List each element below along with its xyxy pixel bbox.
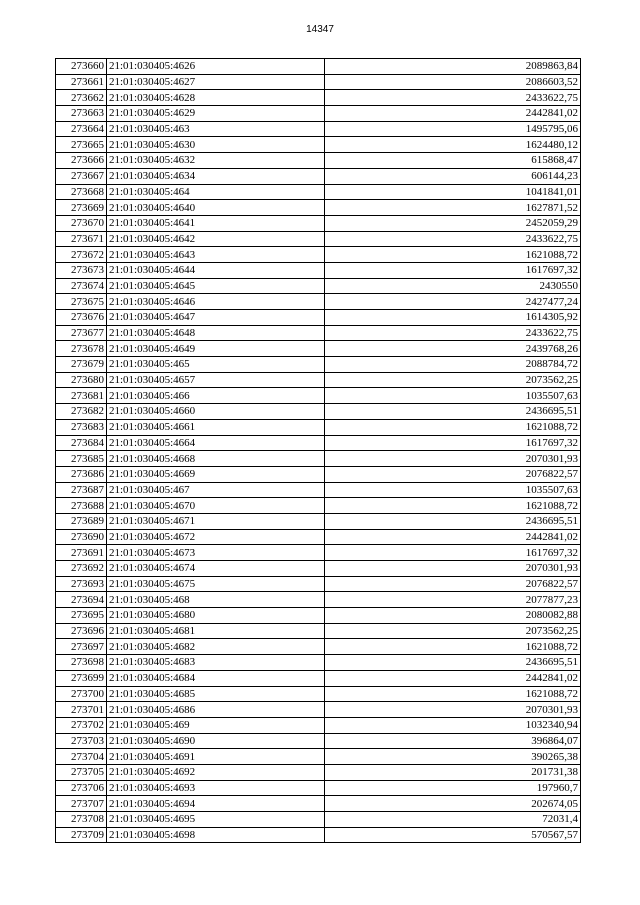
cadastral-value-cell: 606144,23 bbox=[325, 168, 581, 184]
table-row bbox=[56, 545, 581, 561]
row-number-cell: 273685 bbox=[56, 451, 107, 467]
cadastral-number-cell: 21:01:030405:464 bbox=[107, 184, 325, 200]
row-number-cell: 273690 bbox=[56, 529, 107, 545]
row-number-cell: 273684 bbox=[56, 435, 107, 451]
cadastral-number-cell: 21:01:030405:4648 bbox=[107, 325, 325, 341]
row-number-cell: 273694 bbox=[56, 592, 107, 608]
row-number-cell: 273691 bbox=[56, 545, 107, 561]
table-row bbox=[56, 733, 581, 749]
row-number-cell: 273666 bbox=[56, 153, 107, 169]
cadastral-value-cell: 1621088,72 bbox=[325, 247, 581, 263]
row-number-cell: 273702 bbox=[56, 717, 107, 733]
cadastral-value-cell: 2080082,88 bbox=[325, 608, 581, 624]
cadastral-number-cell: 21:01:030405:4669 bbox=[107, 466, 325, 482]
cadastral-value-cell: 2436695,51 bbox=[325, 513, 581, 529]
table-row bbox=[56, 325, 581, 341]
table-row bbox=[56, 310, 581, 326]
table-row bbox=[56, 215, 581, 231]
cadastral-value-cell: 2086603,52 bbox=[325, 74, 581, 90]
cadastral-number-cell: 21:01:030405:4645 bbox=[107, 278, 325, 294]
cadastral-value-cell: 570567,57 bbox=[325, 827, 581, 843]
table-body bbox=[56, 59, 581, 843]
cadastral-value-cell: 2433622,75 bbox=[325, 231, 581, 247]
cadastral-value-cell: 1614305,92 bbox=[325, 310, 581, 326]
row-number-cell: 273697 bbox=[56, 639, 107, 655]
row-number-cell: 273683 bbox=[56, 419, 107, 435]
cadastral-value-cell: 2436695,51 bbox=[325, 655, 581, 671]
table-row bbox=[56, 200, 581, 216]
row-number-cell: 273676 bbox=[56, 310, 107, 326]
cadastral-value-cell: 1035507,63 bbox=[325, 482, 581, 498]
row-number-cell: 273698 bbox=[56, 655, 107, 671]
cadastral-number-cell: 21:01:030405:4692 bbox=[107, 764, 325, 780]
row-number-cell: 273667 bbox=[56, 168, 107, 184]
cadastral-number-cell: 21:01:030405:4649 bbox=[107, 341, 325, 357]
row-number-cell: 273687 bbox=[56, 482, 107, 498]
table-row bbox=[56, 686, 581, 702]
table-row bbox=[56, 262, 581, 278]
table-row bbox=[56, 121, 581, 137]
cadastral-number-cell: 21:01:030405:4681 bbox=[107, 623, 325, 639]
cadastral-number-cell: 21:01:030405:4661 bbox=[107, 419, 325, 435]
row-number-cell: 273703 bbox=[56, 733, 107, 749]
cadastral-value-cell: 2433622,75 bbox=[325, 90, 581, 106]
cadastral-number-cell: 21:01:030405:4641 bbox=[107, 215, 325, 231]
row-number-cell: 273670 bbox=[56, 215, 107, 231]
row-number-cell: 273679 bbox=[56, 357, 107, 373]
row-number-cell: 273701 bbox=[56, 702, 107, 718]
cadastral-value-cell: 1617697,32 bbox=[325, 262, 581, 278]
cadastral-number-cell: 21:01:030405:4642 bbox=[107, 231, 325, 247]
cadastral-number-cell: 21:01:030405:4626 bbox=[107, 59, 325, 75]
table-row bbox=[56, 74, 581, 90]
row-number-cell: 273689 bbox=[56, 513, 107, 529]
cadastral-number-cell: 21:01:030405:4647 bbox=[107, 310, 325, 326]
table-row bbox=[56, 749, 581, 765]
cadastral-value-cell: 1617697,32 bbox=[325, 545, 581, 561]
row-number-cell: 273674 bbox=[56, 278, 107, 294]
table-row bbox=[56, 59, 581, 75]
cadastral-number-cell: 21:01:030405:4675 bbox=[107, 576, 325, 592]
cadastral-value-cell: 396864,07 bbox=[325, 733, 581, 749]
table-row bbox=[56, 576, 581, 592]
cadastral-value-cell: 2452059,29 bbox=[325, 215, 581, 231]
cadastral-value-cell: 2076822,57 bbox=[325, 466, 581, 482]
table-row bbox=[56, 466, 581, 482]
table-row bbox=[56, 341, 581, 357]
cadastral-number-cell: 21:01:030405:4690 bbox=[107, 733, 325, 749]
cadastral-value-cell: 201731,38 bbox=[325, 764, 581, 780]
row-number-cell: 273699 bbox=[56, 670, 107, 686]
cadastral-value-cell: 2436695,51 bbox=[325, 404, 581, 420]
table-row bbox=[56, 780, 581, 796]
cadastral-value-cell: 1041841,01 bbox=[325, 184, 581, 200]
cadastral-value-cell: 1621088,72 bbox=[325, 419, 581, 435]
cadastral-value-cell: 1032340,94 bbox=[325, 717, 581, 733]
cadastral-number-cell: 21:01:030405:4632 bbox=[107, 153, 325, 169]
table-row bbox=[56, 435, 581, 451]
table-row bbox=[56, 482, 581, 498]
cadastral-number-cell: 21:01:030405:4660 bbox=[107, 404, 325, 420]
cadastral-value-cell: 2442841,02 bbox=[325, 529, 581, 545]
table-row bbox=[56, 137, 581, 153]
cadastral-value-cell: 2430550 bbox=[325, 278, 581, 294]
cadastral-number-cell: 21:01:030405:4664 bbox=[107, 435, 325, 451]
cadastral-value-cell: 2089863,84 bbox=[325, 59, 581, 75]
cadastral-value-cell: 2427477,24 bbox=[325, 294, 581, 310]
table-row bbox=[56, 106, 581, 122]
cadastral-value-cell: 2070301,93 bbox=[325, 451, 581, 467]
table-row bbox=[56, 670, 581, 686]
row-number-cell: 273682 bbox=[56, 404, 107, 420]
cadastral-value-cell: 197960,7 bbox=[325, 780, 581, 796]
table-row bbox=[56, 639, 581, 655]
cadastral-number-cell: 21:01:030405:465 bbox=[107, 357, 325, 373]
row-number-cell: 273668 bbox=[56, 184, 107, 200]
row-number-cell: 273672 bbox=[56, 247, 107, 263]
cadastral-number-cell: 21:01:030405:4629 bbox=[107, 106, 325, 122]
cadastral-value-table bbox=[55, 58, 581, 843]
table-row bbox=[56, 796, 581, 812]
cadastral-value-cell: 1624480,12 bbox=[325, 137, 581, 153]
cadastral-value-cell: 2077877,23 bbox=[325, 592, 581, 608]
cadastral-number-cell: 21:01:030405:4685 bbox=[107, 686, 325, 702]
cadastral-number-cell: 21:01:030405:4693 bbox=[107, 780, 325, 796]
row-number-cell: 273662 bbox=[56, 90, 107, 106]
cadastral-number-cell: 21:01:030405:4684 bbox=[107, 670, 325, 686]
table-row bbox=[56, 451, 581, 467]
row-number-cell: 273678 bbox=[56, 341, 107, 357]
row-number-cell: 273681 bbox=[56, 388, 107, 404]
cadastral-value-cell: 2442841,02 bbox=[325, 670, 581, 686]
cadastral-value-cell: 202674,05 bbox=[325, 796, 581, 812]
cadastral-value-cell: 390265,38 bbox=[325, 749, 581, 765]
table-row bbox=[56, 90, 581, 106]
table-row bbox=[56, 561, 581, 577]
cadastral-number-cell: 21:01:030405:466 bbox=[107, 388, 325, 404]
row-number-cell: 273706 bbox=[56, 780, 107, 796]
table-row bbox=[56, 357, 581, 373]
row-number-cell: 273671 bbox=[56, 231, 107, 247]
cadastral-value-cell: 2073562,25 bbox=[325, 623, 581, 639]
row-number-cell: 273708 bbox=[56, 812, 107, 828]
table-row bbox=[56, 372, 581, 388]
row-number-cell: 273704 bbox=[56, 749, 107, 765]
table-row bbox=[56, 247, 581, 263]
cadastral-number-cell: 21:01:030405:4674 bbox=[107, 561, 325, 577]
row-number-cell: 273677 bbox=[56, 325, 107, 341]
cadastral-value-cell: 1035507,63 bbox=[325, 388, 581, 404]
cadastral-number-cell: 21:01:030405:4695 bbox=[107, 812, 325, 828]
cadastral-number-cell: 21:01:030405:4691 bbox=[107, 749, 325, 765]
cadastral-value-cell: 615868,47 bbox=[325, 153, 581, 169]
table-row bbox=[56, 529, 581, 545]
cadastral-number-cell: 21:01:030405:4634 bbox=[107, 168, 325, 184]
row-number-cell: 273664 bbox=[56, 121, 107, 137]
page-number: 14347 bbox=[306, 24, 334, 35]
cadastral-number-cell: 21:01:030405:4627 bbox=[107, 74, 325, 90]
cadastral-number-cell: 21:01:030405:468 bbox=[107, 592, 325, 608]
cadastral-value-cell: 1621088,72 bbox=[325, 639, 581, 655]
row-number-cell: 273663 bbox=[56, 106, 107, 122]
cadastral-value-cell: 2088784,72 bbox=[325, 357, 581, 373]
cadastral-value-cell: 2070301,93 bbox=[325, 702, 581, 718]
row-number-cell: 273665 bbox=[56, 137, 107, 153]
table-row bbox=[56, 655, 581, 671]
cadastral-number-cell: 21:01:030405:4630 bbox=[107, 137, 325, 153]
cadastral-number-cell: 21:01:030405:4670 bbox=[107, 498, 325, 514]
table-row bbox=[56, 717, 581, 733]
table-row bbox=[56, 231, 581, 247]
table-row bbox=[56, 592, 581, 608]
row-number-cell: 273688 bbox=[56, 498, 107, 514]
cadastral-number-cell: 21:01:030405:4668 bbox=[107, 451, 325, 467]
row-number-cell: 273707 bbox=[56, 796, 107, 812]
cadastral-value-cell: 1621088,72 bbox=[325, 686, 581, 702]
row-number-cell: 273660 bbox=[56, 59, 107, 75]
row-number-cell: 273675 bbox=[56, 294, 107, 310]
table-row bbox=[56, 812, 581, 828]
row-number-cell: 273693 bbox=[56, 576, 107, 592]
row-number-cell: 273700 bbox=[56, 686, 107, 702]
cadastral-value-cell: 72031,4 bbox=[325, 812, 581, 828]
table-row bbox=[56, 702, 581, 718]
row-number-cell: 273709 bbox=[56, 827, 107, 843]
table-row bbox=[56, 608, 581, 624]
table-row bbox=[56, 623, 581, 639]
table-row bbox=[56, 764, 581, 780]
table-row bbox=[56, 404, 581, 420]
cadastral-number-cell: 21:01:030405:4640 bbox=[107, 200, 325, 216]
row-number-cell: 273695 bbox=[56, 608, 107, 624]
table-row bbox=[56, 827, 581, 843]
cadastral-value-cell: 1617697,32 bbox=[325, 435, 581, 451]
cadastral-value-cell: 2442841,02 bbox=[325, 106, 581, 122]
row-number-cell: 273669 bbox=[56, 200, 107, 216]
cadastral-value-cell: 2076822,57 bbox=[325, 576, 581, 592]
cadastral-value-cell: 2070301,93 bbox=[325, 561, 581, 577]
row-number-cell: 273680 bbox=[56, 372, 107, 388]
cadastral-number-cell: 21:01:030405:4682 bbox=[107, 639, 325, 655]
table-row bbox=[56, 294, 581, 310]
cadastral-number-cell: 21:01:030405:4628 bbox=[107, 90, 325, 106]
table-row bbox=[56, 513, 581, 529]
cadastral-value-cell: 1495795,06 bbox=[325, 121, 581, 137]
cadastral-number-cell: 21:01:030405:4643 bbox=[107, 247, 325, 263]
row-number-cell: 273686 bbox=[56, 466, 107, 482]
row-number-cell: 273692 bbox=[56, 561, 107, 577]
row-number-cell: 273696 bbox=[56, 623, 107, 639]
cadastral-value-cell: 2073562,25 bbox=[325, 372, 581, 388]
table-row bbox=[56, 168, 581, 184]
cadastral-number-cell: 21:01:030405:463 bbox=[107, 121, 325, 137]
row-number-cell: 273661 bbox=[56, 74, 107, 90]
cadastral-number-cell: 21:01:030405:4672 bbox=[107, 529, 325, 545]
cadastral-value-cell: 1627871,52 bbox=[325, 200, 581, 216]
cadastral-number-cell: 21:01:030405:4698 bbox=[107, 827, 325, 843]
table-row bbox=[56, 498, 581, 514]
cadastral-number-cell: 21:01:030405:4671 bbox=[107, 513, 325, 529]
table-row bbox=[56, 153, 581, 169]
cadastral-number-cell: 21:01:030405:4644 bbox=[107, 262, 325, 278]
cadastral-number-cell: 21:01:030405:4694 bbox=[107, 796, 325, 812]
row-number-cell: 273705 bbox=[56, 764, 107, 780]
table-row bbox=[56, 278, 581, 294]
table-row bbox=[56, 184, 581, 200]
cadastral-number-cell: 21:01:030405:4680 bbox=[107, 608, 325, 624]
cadastral-number-cell: 21:01:030405:467 bbox=[107, 482, 325, 498]
cadastral-number-cell: 21:01:030405:4673 bbox=[107, 545, 325, 561]
cadastral-number-cell: 21:01:030405:4686 bbox=[107, 702, 325, 718]
cadastral-number-cell: 21:01:030405:4657 bbox=[107, 372, 325, 388]
table-row bbox=[56, 388, 581, 404]
cadastral-value-cell: 1621088,72 bbox=[325, 498, 581, 514]
cadastral-value-cell: 2433622,75 bbox=[325, 325, 581, 341]
cadastral-number-cell: 21:01:030405:469 bbox=[107, 717, 325, 733]
row-number-cell: 273673 bbox=[56, 262, 107, 278]
cadastral-number-cell: 21:01:030405:4646 bbox=[107, 294, 325, 310]
table-row bbox=[56, 419, 581, 435]
cadastral-value-cell: 2439768,26 bbox=[325, 341, 581, 357]
cadastral-number-cell: 21:01:030405:4683 bbox=[107, 655, 325, 671]
